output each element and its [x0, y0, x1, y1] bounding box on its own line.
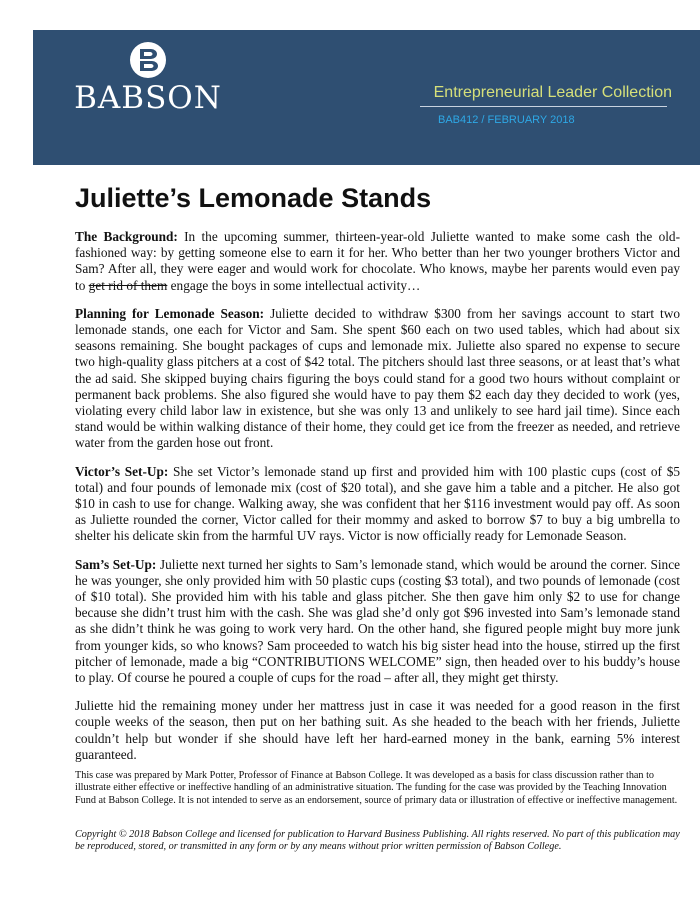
page-title: Juliette’s Lemonade Stands — [75, 183, 432, 213]
babson-logo — [58, 40, 238, 116]
background-text-b: engage the boys in some intellectual activity… — [167, 277, 421, 293]
sam-paragraph — [75, 557, 680, 687]
planning-text: Juliette decided to withdraw $300 from her savings account to start two lemonade stands, one each for Victor and Sam. She spent $60 each on two used tables, which had about six seasons remaining. She bought packages of cups and lemonade mix. Juliette also spared no expense to secure two high-quality glass pitchers at a cost of $42 total. The pitchers should last three seasons, or at least that’s what the ad said. She skipped buying chairs figuring the boys could stand for a good two hours without complaint or permanent back problems. She also figured she would have to pay them $2 each day they decided to work (yes, violating every child labor law in existence, but she was only 13 and unlikely to see hard jail time). Since each stand would be within walking distance of their home, they could get ice from the freezer as needed, and retrieve water from the garden hose out front. — [75, 305, 680, 451]
struck-text: get rid of them — [88, 277, 168, 293]
victor-text: She set Victor’s lemonade stand up first and provided him with 100 plastic cups (cost of $5 total) and four pounds of lemonade mix (cost of $20 total), and she gave him a table and a pitcher. He also got $10 in cash to use for change. Walking away, she was confident that her $116 investment would pay off. As soon as Juliette rounded the corner, Victor called for their mommy and asked to borrow $7 to buy a big umbrella to shelter his delicate skin from the harmful UV rays. Victor is now officially ready for Lemonade Season. — [75, 463, 680, 544]
closing-paragraph: Juliette hid the remaining money under her mattress just in case it was needed for a good reason in the first couple weeks of the season, then put on her bathing suit. As she headed to the beach with her friends, Juliette couldn’t help but wonder if she should have left her hard-earned money in the bank, earning 5% interest guaranteed. — [75, 698, 680, 762]
case-code: BAB412 / FEBRUARY 2018 — [438, 114, 575, 126]
background-text-a: In the upcoming summer, thirteen-year-old Juliette wanted to make some cash the old-fashioned way: by getting someone else to earn it for her. Who better than her two younger brothers Victor and Sam? After all, they were eager and would work for chocolate. Who knows, maybe her parents would even pay to — [75, 229, 680, 293]
collection-title: Entrepreneurial Leader Collection — [433, 84, 672, 101]
sam-heading: Sam’s Set-Up: — [75, 556, 157, 572]
background-paragraph — [75, 229, 680, 294]
header-divider — [420, 106, 667, 107]
victor-paragraph — [75, 464, 680, 545]
babson-seal-icon — [128, 40, 168, 80]
logo-text: BABSON — [74, 80, 222, 116]
planning-paragraph — [75, 306, 680, 452]
planning-heading: Planning for Lemonade Season: — [75, 305, 265, 321]
copyright-notice: Copyright © 2018 Babson College and licensed for publication to Harvard Business Publishing. All rights reserved. No part of this publication may be reproduced, stored, or transmitted in any form or by any means without prior written permission of Babson College. — [75, 829, 680, 853]
sam-text: Juliette next turned her sights to Sam’s lemonade stand, which would be around the corner. Since he was younger, she only provided him with 50 plastic cups (costing $3 total), and two pounds of lemonade (cost of $10 total). She provided him with his table and glass pitcher. She then gave him only $2 to use for change because she didn’t trust him with the cash. She was glad she’d only got $96 invested into Sam’s lemonade stand as she didn’t think he was going to work very hard. On the other hand, she figured people might buy more junk from younger kids, so who knows? Sam proceeded to watch his big sister head into the house, stirred up the first pitcher of lemonade, made a big “CONTRIBUTIONS WELCOME” sign, then headed over to his buddy’s house to play. Of course he poured a couple of cups for the road – after all, they might get thirsty. — [75, 556, 680, 686]
victor-heading: Victor’s Set-Up: — [75, 463, 169, 479]
case-note: This case was prepared by Mark Potter, Professor of Finance at Babson College. It was developed as a basis for class discussion rather than to illustrate either effective or ineffective handling of an administrative situation. The funding for the case was provided by the Teaching Innovation Fund at Babson College. It is not intended to serve as an endorsement, source of primary data or illustration of effective or ineffective management. — [75, 770, 678, 806]
case-body — [75, 229, 680, 775]
background-heading: The Background: — [75, 229, 178, 244]
